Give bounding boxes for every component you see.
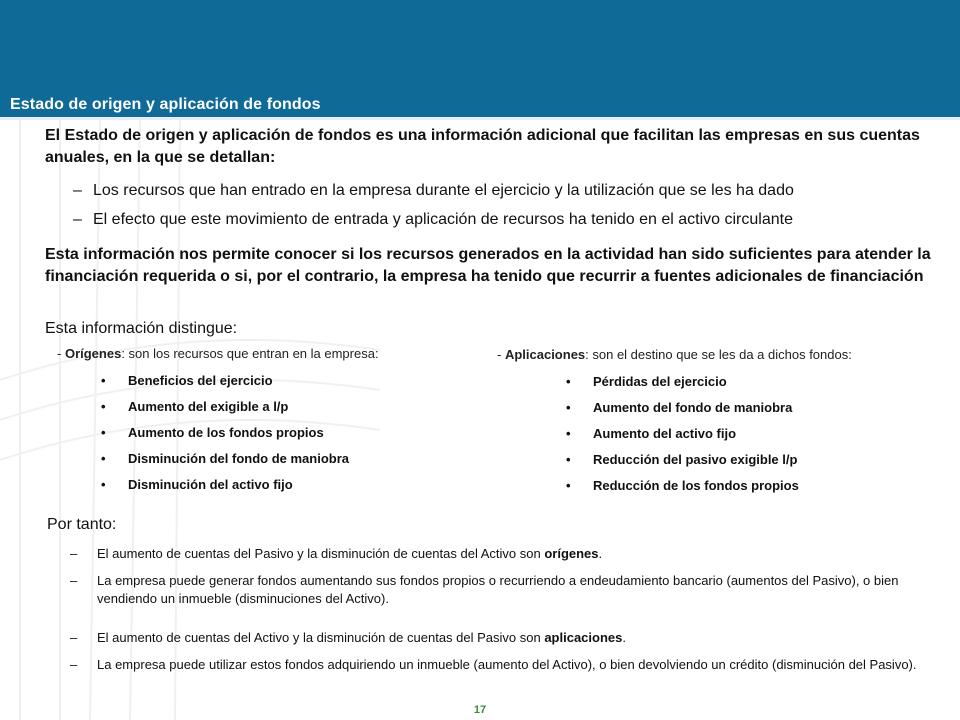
dash-marker: –	[70, 573, 78, 588]
list-item	[101, 372, 349, 398]
list-item	[566, 373, 799, 399]
bullet-marker: •	[101, 451, 106, 466]
bullet-marker: •	[101, 425, 106, 440]
bullet-marker: •	[566, 426, 571, 441]
bullet-marker: •	[101, 399, 106, 414]
distingue-label: Esta información distingue:	[45, 320, 238, 337]
por-tanto-item-strong: orígenes	[544, 546, 599, 561]
origenes-definition: : son los recursos que entran en la empresa:	[121, 346, 379, 361]
origenes-list	[101, 372, 349, 502]
dash-marker: –	[70, 546, 78, 561]
aplicaciones-prefix: -	[497, 347, 505, 362]
por-tanto-item-text: El aumento de cuentas del Pasivo y la disminución de cuentas del Activo son	[97, 546, 545, 561]
list-item	[101, 424, 349, 450]
list-item	[566, 451, 799, 477]
list-item	[101, 450, 349, 476]
list-item	[101, 476, 349, 502]
intro-paragraph: El Estado de origen y aplicación de fondos es una información adicional que facilitan las empresas en sus cuentas anuales, en la que se detallan:	[45, 127, 920, 166]
bullet-marker: •	[101, 373, 106, 388]
page-number: 17	[473, 704, 487, 716]
list-item-text: Disminución del activo fijo	[128, 477, 293, 492]
por-tanto-item-text: El aumento de cuentas del Activo y la disminución de cuentas del Pasivo son	[97, 630, 545, 645]
aplicaciones-heading	[497, 346, 852, 364]
por-tanto-item-text: La empresa puede generar fondos aumentando sus fondos propios o recurriendo a endeudamiento bancario (aumentos del Pasivo), o bien vendiendo un inmueble (disminuciones del Activo).	[97, 573, 899, 606]
por-tanto-item-end: .	[598, 546, 603, 561]
por-tanto-item-end: .	[622, 630, 626, 645]
aplicaciones-list	[566, 373, 799, 503]
por-tanto-item-text: La empresa puede utilizar estos fondos adquiriendo un inmueble (aumento del Activo), o bien devolviendo un crédito (disminución del Pasivo).	[97, 657, 917, 672]
list-item-text: Aumento del fondo de maniobra	[593, 400, 793, 415]
origenes-prefix: -	[57, 346, 65, 361]
aplicaciones-term: Aplicaciones	[504, 347, 586, 362]
bullet-marker: •	[566, 374, 571, 389]
info-paragraph: Esta información nos permite conocer si los recursos generados en la actividad han sido suficientes para atender la financiación requerida o si, por el contrario, la empresa ha tenido que recurrir a fuentes adicionales de financiación	[45, 246, 931, 285]
list-item-text: Reducción del pasivo exigible l/p	[593, 452, 798, 467]
list-item	[101, 398, 349, 424]
list-item-text: Reducción de los fondos propios	[593, 478, 799, 493]
dash-marker: –	[73, 182, 82, 199]
aplicaciones-definition: : son el destino que se les da a dichos fondos:	[585, 347, 852, 362]
bullet-marker: •	[101, 477, 106, 492]
origenes-heading	[57, 345, 379, 363]
bullet-marker: •	[566, 452, 571, 467]
por-tanto-heading: Por tanto:	[47, 516, 117, 533]
intro-item-text: Los recursos que han entrado en la empresa durante el ejercicio y la utilización que se les ha dado	[93, 182, 794, 199]
dash-marker: –	[70, 630, 78, 645]
dash-marker: –	[73, 211, 82, 228]
list-item-text: Aumento del exigible a l/p	[128, 399, 289, 414]
dash-marker: –	[70, 657, 78, 672]
list-item	[566, 477, 799, 503]
intro-item-text: El efecto que este movimiento de entrada y aplicación de recursos ha tenido en el activo circulante	[93, 211, 793, 228]
bullet-marker: •	[566, 400, 571, 415]
list-item-text: Pérdidas del ejercicio	[593, 374, 727, 389]
list-item-text: Disminución del fondo de maniobra	[128, 451, 350, 466]
bullet-marker: •	[566, 478, 571, 493]
page-title: Estado de origen y aplicación de fondos	[10, 96, 321, 113]
origenes-term: Orígenes	[64, 346, 122, 361]
por-tanto-item-strong: aplicaciones	[544, 630, 623, 645]
list-item-text: Aumento del activo fijo	[593, 426, 737, 441]
list-item	[566, 399, 799, 425]
list-item	[566, 425, 799, 451]
list-item-text: Aumento de los fondos propios	[128, 425, 324, 440]
list-item-text: Beneficios del ejercicio	[128, 373, 273, 388]
